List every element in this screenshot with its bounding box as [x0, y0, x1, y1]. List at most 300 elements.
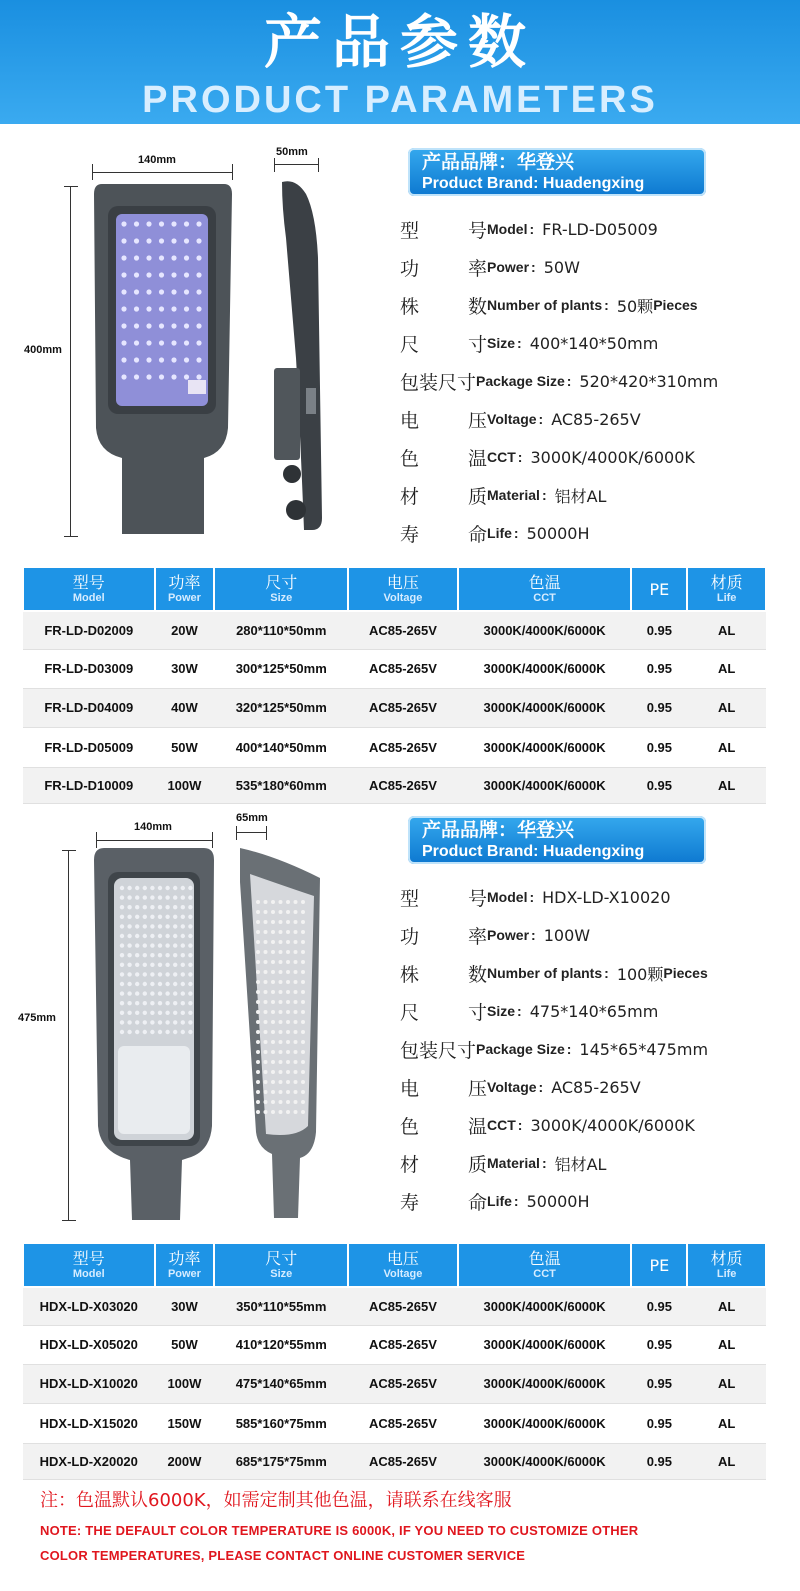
- table-cell: 535*180*60mm: [214, 767, 348, 803]
- led-dot: [286, 920, 290, 924]
- brand-cn: 产品品牌：华登兴: [422, 151, 575, 173]
- led-dot: [264, 970, 268, 974]
- led-dot: [301, 930, 305, 934]
- led-dot: [171, 238, 176, 243]
- led-dot: [173, 895, 177, 899]
- led-dot: [165, 943, 169, 947]
- table-row: [23, 1403, 766, 1443]
- led-dot: [143, 934, 147, 938]
- led-dot: [301, 940, 305, 944]
- led-dot: [159, 340, 164, 345]
- table-cell: 3000K/4000K/6000K: [458, 1364, 632, 1403]
- spec-table-1: [22, 566, 767, 804]
- led-dot: [294, 960, 298, 964]
- table-cell: 50W: [155, 727, 215, 767]
- led-dot: [271, 1070, 275, 1074]
- dim-width-label: 140mm: [134, 821, 172, 833]
- led-dot: [264, 1000, 268, 1004]
- spec-cn-label-1: 包装尺寸: [400, 1039, 477, 1062]
- led-dot: [120, 934, 124, 938]
- spec-en-label: Life: [487, 1193, 512, 1209]
- led-dot: [150, 886, 154, 890]
- led-dot: [158, 991, 162, 995]
- table-cell: 0.95: [631, 1325, 687, 1364]
- spec-value: 475*140*65mm: [529, 1001, 659, 1021]
- table-row: [23, 688, 766, 727]
- led-dot: [146, 238, 151, 243]
- led-dot: [286, 930, 290, 934]
- led-dot: [143, 943, 147, 947]
- spec-separator: :: [541, 487, 547, 503]
- led-dot: [150, 934, 154, 938]
- led-dot: [171, 340, 176, 345]
- led-dot: [188, 895, 192, 899]
- led-dot: [150, 1030, 154, 1034]
- led-dot: [121, 272, 126, 277]
- spec-separator: :: [517, 1003, 522, 1019]
- spec-cn-label-2: 温: [468, 447, 488, 470]
- spec-unit: Pieces: [653, 297, 698, 313]
- led-dot: [188, 953, 192, 957]
- led-dot: [120, 924, 124, 928]
- led-dot: [264, 1010, 268, 1014]
- led-dot: [127, 905, 131, 909]
- led-dot: [294, 970, 298, 974]
- led-dot: [181, 895, 185, 899]
- led-dot: [264, 920, 268, 924]
- header-en: Power: [167, 592, 201, 604]
- led-dot: [127, 934, 131, 938]
- table-cell: 475*140*65mm: [214, 1364, 348, 1403]
- led-dot: [271, 1100, 275, 1104]
- led-dot: [165, 1020, 169, 1024]
- table-cell: 3000K/4000K/6000K: [458, 1287, 632, 1325]
- brand-en: Product Brand: Huadengxing: [422, 175, 645, 192]
- header-cn: 型号: [72, 1249, 105, 1268]
- led-dot: [256, 900, 260, 904]
- spec-row: [400, 362, 800, 400]
- table-cell: 3000K/4000K/6000K: [458, 1443, 632, 1479]
- led-dot: [159, 255, 164, 260]
- table-cell: 300*125*50mm: [214, 649, 348, 688]
- led-dot: [294, 1040, 298, 1044]
- led-dot: [301, 1080, 305, 1084]
- led-dot: [146, 255, 151, 260]
- header-cn: 电压: [386, 1249, 419, 1268]
- header-en: Model: [72, 1268, 105, 1280]
- table-row: [23, 1325, 766, 1364]
- led-dot: [264, 1080, 268, 1084]
- led-dot: [184, 340, 189, 345]
- led-dot: [264, 1060, 268, 1064]
- spec-cn-label-2: 率: [468, 925, 488, 948]
- spec-separator: :: [529, 221, 535, 237]
- led-dot: [150, 963, 154, 967]
- led-dot: [181, 943, 185, 947]
- led-dot: [135, 1030, 139, 1034]
- led-dot: [181, 924, 185, 928]
- led-dot: [159, 272, 164, 277]
- led-dot: [264, 930, 268, 934]
- led-dot: [271, 1040, 275, 1044]
- led-dot: [120, 1011, 124, 1015]
- header-en: CCT: [533, 592, 556, 604]
- table-cell: 30W: [155, 649, 215, 688]
- brand-en: Product Brand: Huadengxing: [422, 843, 645, 860]
- led-dot: [264, 1090, 268, 1094]
- led-dot: [121, 255, 126, 260]
- table-cell: 280*110*50mm: [214, 611, 348, 649]
- table-header-cell: [155, 1243, 215, 1287]
- led-dot: [135, 943, 139, 947]
- led-dot: [256, 1020, 260, 1024]
- table-cell: AC85-265V: [348, 611, 458, 649]
- led-dot: [286, 1000, 290, 1004]
- led-dot: [188, 982, 192, 986]
- led-dot: [271, 1080, 275, 1084]
- led-dot: [134, 255, 139, 260]
- led-dot: [173, 1011, 177, 1015]
- spec-cn-label-2: 率: [468, 257, 488, 280]
- table-cell: FR-LD-D04009: [23, 688, 155, 727]
- led-dot: [188, 934, 192, 938]
- led-dot: [294, 950, 298, 954]
- lamp1-side-image: [272, 178, 328, 538]
- table-cell: 100W: [155, 1364, 215, 1403]
- led-dot: [286, 940, 290, 944]
- header-en: CCT: [533, 1268, 556, 1280]
- header-cn: PE: [649, 579, 670, 599]
- led-dot: [301, 1040, 305, 1044]
- table-cell: 0.95: [631, 727, 687, 767]
- led-dot: [143, 1030, 147, 1034]
- note-en-line1: NOTE: THE DEFAULT COLOR TEMPERATURE IS 6000K, IF YOU NEED TO CUSTOMIZE OTHER: [40, 1523, 639, 1538]
- led-dot: [286, 900, 290, 904]
- led-dot: [173, 924, 177, 928]
- header-cn: 功率: [168, 573, 201, 592]
- led-dot: [294, 920, 298, 924]
- led-dot: [165, 886, 169, 890]
- table-cell: 3000K/4000K/6000K: [458, 649, 632, 688]
- led-dot: [196, 238, 201, 243]
- spec-table-2: [22, 1242, 767, 1480]
- led-dot: [196, 221, 201, 226]
- spec-separator: :: [529, 889, 535, 905]
- table-cell: 30W: [155, 1287, 215, 1325]
- page-header: [0, 0, 800, 124]
- table-cell: AC85-265V: [348, 1287, 458, 1325]
- led-dot: [181, 982, 185, 986]
- led-dot: [181, 905, 185, 909]
- led-dot: [146, 323, 151, 328]
- spec-cn-label-1: 功: [400, 925, 420, 948]
- dim-depth-line: [236, 832, 266, 833]
- led-dot: [171, 272, 176, 277]
- led-dot: [264, 980, 268, 984]
- spec-en-label: Size: [487, 1003, 516, 1019]
- led-dot: [181, 1011, 185, 1015]
- led-dot: [271, 1000, 275, 1004]
- brand-badge-1: [408, 148, 706, 196]
- spec-cn-label-1: 株: [400, 295, 420, 318]
- led-dot: [143, 1001, 147, 1005]
- header-en: Power: [167, 1268, 201, 1280]
- table-header-cell: [631, 567, 687, 611]
- spec-separator: :: [513, 1193, 519, 1209]
- led-dot: [158, 953, 162, 957]
- table-cell: 3000K/4000K/6000K: [458, 611, 632, 649]
- table-row: [23, 649, 766, 688]
- spec-value: 3000K/4000K/6000K: [530, 1115, 695, 1135]
- spec-separator: :: [566, 1041, 572, 1057]
- led-dot: [165, 972, 169, 976]
- table-cell: 585*160*75mm: [214, 1403, 348, 1443]
- led-dot: [127, 943, 131, 947]
- spec-row: [400, 992, 800, 1030]
- table-cell: 0.95: [631, 688, 687, 727]
- spec-value: 3000K/4000K/6000K: [530, 447, 695, 467]
- led-dot: [279, 1030, 283, 1034]
- table-cell: AC85-265V: [348, 1325, 458, 1364]
- header-en: Voltage: [383, 1268, 423, 1280]
- spec-cn-label-2: 号: [468, 887, 488, 910]
- table-cell: AL: [687, 727, 766, 767]
- led-dot: [188, 924, 192, 928]
- spec-separator: :: [513, 525, 519, 541]
- led-dot: [146, 306, 151, 311]
- led-dot: [286, 960, 290, 964]
- led-dot: [294, 1030, 298, 1034]
- led-dot: [271, 1010, 275, 1014]
- led-dot: [301, 980, 305, 984]
- spec-value: HDX-LD-X10020: [542, 887, 671, 907]
- led-dot: [135, 1020, 139, 1024]
- led-dot: [184, 221, 189, 226]
- table-row: [23, 1364, 766, 1403]
- led-dot: [279, 1050, 283, 1054]
- led-dot: [134, 374, 139, 379]
- led-dot: [279, 1100, 283, 1104]
- led-dot: [173, 943, 177, 947]
- dim-height-label: 475mm: [18, 1012, 56, 1024]
- led-dot: [127, 963, 131, 967]
- lamp2-front-image: [92, 846, 216, 1224]
- led-dot: [150, 991, 154, 995]
- led-dot: [286, 1060, 290, 1064]
- led-dot: [173, 886, 177, 890]
- table-cell: 3000K/4000K/6000K: [458, 1325, 632, 1364]
- table-cell: HDX-LD-X03020: [23, 1287, 155, 1325]
- led-dot: [188, 972, 192, 976]
- led-dot: [264, 1050, 268, 1054]
- led-dot: [120, 1020, 124, 1024]
- led-dot: [135, 953, 139, 957]
- table-row: [23, 1443, 766, 1479]
- spec-value: FR-LD-D05009: [542, 219, 658, 239]
- spec-en-label: Voltage: [487, 1079, 537, 1095]
- spec-row: [400, 1030, 800, 1068]
- spec-row: [400, 878, 800, 916]
- led-dot: [279, 930, 283, 934]
- led-dot: [158, 905, 162, 909]
- led-dot: [143, 905, 147, 909]
- led-dot: [135, 972, 139, 976]
- led-dot: [279, 1080, 283, 1084]
- led-dot: [171, 255, 176, 260]
- spec-value: 400*140*50mm: [529, 333, 659, 353]
- spec-cn-label-1: 材: [400, 1153, 420, 1176]
- led-dot: [286, 1050, 290, 1054]
- led-dot: [150, 1011, 154, 1015]
- table-cell: HDX-LD-X05020: [23, 1325, 155, 1364]
- table-cell: 320*125*50mm: [214, 688, 348, 727]
- led-dot: [286, 950, 290, 954]
- led-dot: [173, 963, 177, 967]
- led-dot: [120, 905, 124, 909]
- led-dot: [188, 1020, 192, 1024]
- led-dot: [127, 924, 131, 928]
- led-dot: [271, 960, 275, 964]
- led-dot: [158, 1020, 162, 1024]
- spec-row: [400, 1144, 800, 1182]
- led-dot: [188, 1001, 192, 1005]
- table-cell: AC85-265V: [348, 1403, 458, 1443]
- led-dot: [158, 895, 162, 899]
- table-header-cell: [214, 567, 348, 611]
- led-dot: [279, 1020, 283, 1024]
- spec-en-label: Power: [487, 927, 530, 943]
- spec-separator: :: [538, 411, 544, 427]
- led-dot: [286, 1080, 290, 1084]
- spec-en-label: Number of plants: [487, 297, 603, 313]
- led-dot: [120, 943, 124, 947]
- led-dot: [120, 963, 124, 967]
- table-cell: 40W: [155, 688, 215, 727]
- led-dot: [159, 357, 164, 362]
- header-cn: 材质: [710, 573, 743, 592]
- led-dot: [165, 924, 169, 928]
- led-dot: [127, 1030, 131, 1034]
- spec-separator: :: [517, 449, 523, 465]
- led-dot: [271, 920, 275, 924]
- led-dot: [294, 1060, 298, 1064]
- led-dot: [256, 950, 260, 954]
- spec-value: 50颗: [616, 296, 654, 316]
- led-dot: [271, 1020, 275, 1024]
- led-dot: [134, 323, 139, 328]
- led-dot: [188, 886, 192, 890]
- table-cell: AC85-265V: [348, 1364, 458, 1403]
- led-dot: [279, 990, 283, 994]
- spec-cn-label-2: 号: [468, 219, 488, 242]
- led-dot: [127, 972, 131, 976]
- led-dot: [165, 905, 169, 909]
- spec-separator: :: [538, 1079, 544, 1095]
- led-dot: [188, 905, 192, 909]
- spec-cn-label-1: 寿: [400, 523, 420, 546]
- specs-list-1: [400, 210, 800, 552]
- table-header-cell: [458, 567, 632, 611]
- spec-cn-label-2: 寸: [468, 333, 488, 356]
- led-dot: [181, 963, 185, 967]
- led-dot: [150, 924, 154, 928]
- led-dot: [294, 940, 298, 944]
- spec-row: [400, 514, 800, 552]
- led-dot: [158, 934, 162, 938]
- led-dot: [173, 934, 177, 938]
- led-dot: [286, 1100, 290, 1104]
- table-cell: AL: [687, 1325, 766, 1364]
- led-dot: [173, 1020, 177, 1024]
- led-dot: [171, 289, 176, 294]
- table-cell: AL: [687, 688, 766, 727]
- led-dot: [158, 1001, 162, 1005]
- header-cn: 型号: [72, 573, 105, 592]
- led-dot: [301, 920, 305, 924]
- led-dot: [150, 1020, 154, 1024]
- led-dot: [264, 950, 268, 954]
- led-dot: [294, 1020, 298, 1024]
- spec-row: [400, 210, 800, 248]
- spec-value: 50W: [543, 257, 580, 277]
- led-dot: [143, 924, 147, 928]
- led-dot: [271, 1090, 275, 1094]
- table-header-cell: [631, 1243, 687, 1287]
- lamp2-side-image: [236, 842, 332, 1224]
- table-cell: 3000K/4000K/6000K: [458, 727, 632, 767]
- led-dot: [121, 323, 126, 328]
- led-dot: [264, 900, 268, 904]
- spec-cn-label-1: 尺: [400, 333, 420, 356]
- led-dot: [150, 1001, 154, 1005]
- led-dot: [286, 990, 290, 994]
- led-dot: [301, 960, 305, 964]
- led-dot: [181, 934, 185, 938]
- led-dot: [127, 1011, 131, 1015]
- led-dot: [121, 238, 126, 243]
- table-cell: AL: [687, 1443, 766, 1479]
- led-dot: [173, 915, 177, 919]
- table-cell: 0.95: [631, 1403, 687, 1443]
- table-cell: AC85-265V: [348, 1443, 458, 1479]
- led-dot: [135, 915, 139, 919]
- led-dot: [196, 272, 201, 277]
- led-dot: [134, 340, 139, 345]
- table-cell: AC85-265V: [348, 727, 458, 767]
- led-dot: [135, 963, 139, 967]
- spec-en-label: Material: [487, 487, 540, 503]
- led-dot: [184, 289, 189, 294]
- led-dot: [127, 982, 131, 986]
- led-dot: [256, 920, 260, 924]
- spec-cn-label-1: 色: [400, 447, 420, 470]
- led-dot: [173, 1001, 177, 1005]
- spec-row: [400, 954, 800, 992]
- spec-en-label: Material: [487, 1155, 540, 1171]
- led-dot: [264, 1110, 268, 1114]
- table-cell: 0.95: [631, 1443, 687, 1479]
- led-dot: [264, 940, 268, 944]
- header-en: Life: [716, 592, 737, 604]
- spec-cn-label-1: 功: [400, 257, 420, 280]
- led-dot: [127, 895, 131, 899]
- spec-en-label: Size: [487, 335, 516, 351]
- table-header-cell: [687, 1243, 766, 1287]
- table-cell: AC85-265V: [348, 767, 458, 803]
- led-dot: [146, 272, 151, 277]
- dim-depth-line: [274, 164, 318, 165]
- table-cell: 150W: [155, 1403, 215, 1443]
